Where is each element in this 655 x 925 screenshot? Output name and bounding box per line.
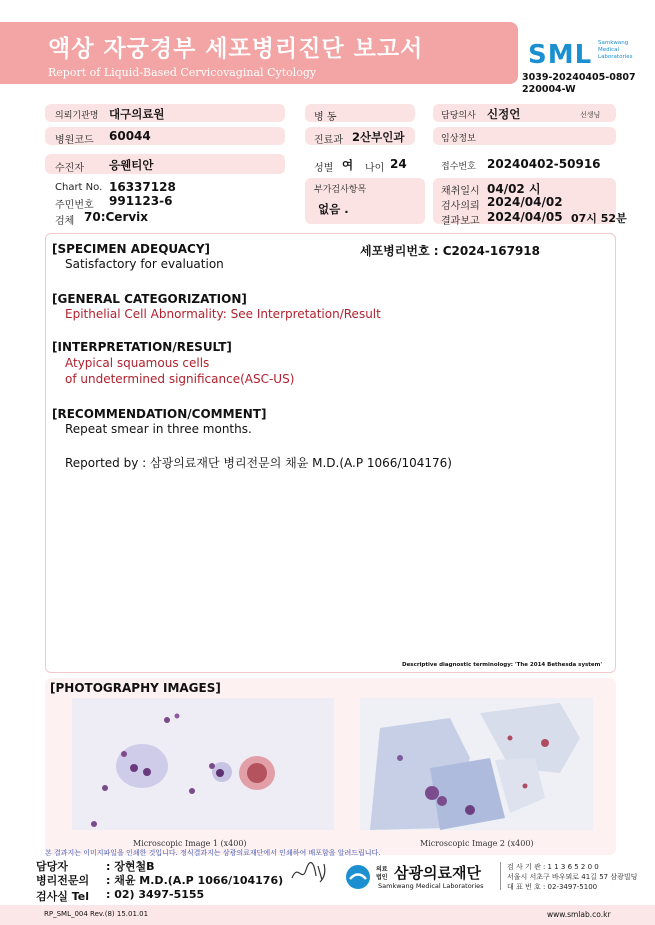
hospital-code-value: 60044 — [109, 129, 151, 143]
org-name: 삼광의료재단 — [394, 864, 481, 882]
reported-by: Reported by : 삼광의료재단 병리전문의 채윤 M.D.(A.P 1066/104176) — [65, 456, 452, 470]
patient-label: 수진자 — [55, 163, 84, 174]
recommendation-text: Repeat smear in three months. — [65, 422, 252, 436]
footer-divider — [500, 862, 501, 890]
pathologist-label: 병리전문의 — [36, 874, 90, 887]
logo-subtitle: Samkwang Medical Laboratories — [598, 40, 633, 60]
result-label: 결과보고 — [441, 216, 480, 227]
chart-label: Chart No. — [55, 182, 103, 193]
result-time: 07시 52분 — [571, 212, 627, 225]
terminology-note: Descriptive diagnostic terminology: 'The 2014 Bethesda system' — [402, 662, 603, 668]
microscopic-image-1 — [72, 698, 334, 830]
tel-value: : 02) 3497-5155 — [106, 888, 205, 901]
report-title: 액상 자궁경부 세포병리진단 보고서 — [48, 36, 424, 62]
adequacy-text: Satisfactory for evaluation — [65, 257, 224, 271]
collect-value: 04/02 시 — [487, 182, 541, 196]
specimen-label: 검체 — [55, 216, 75, 227]
report-subtitle: Report of Liquid-Based Cervicovaginal Cytology — [48, 66, 317, 79]
category-text: Epithelial Cell Abnormality: See Interpretation/Result — [65, 307, 381, 321]
chart-value: 16337128 — [109, 180, 176, 194]
org-name-en: Samkwang Medical Laboratories — [378, 882, 484, 890]
doctor-suffix: 선생님 — [580, 111, 601, 119]
pathologist-value: : 채윤 M.D.(A.P 1066/104176) — [106, 874, 284, 887]
doctor-value: 신정언 — [487, 107, 521, 121]
cytology-number: 세포병리번호 : C2024-167918 — [360, 244, 540, 258]
doctor-label: 담당의사 — [441, 111, 476, 121]
extra-tests-label: 부가검사항목 — [314, 185, 367, 195]
website: www.smlab.co.kr — [547, 910, 611, 919]
signature — [288, 858, 328, 892]
notice-text: 본 결과지는 이미지파일을 인쇄한 것입니다. 정식결과지는 삼광의료재단에서 인쇄하여 배포함을 알려드립니다. — [45, 849, 381, 857]
ward-label: 병 동 — [314, 112, 337, 123]
extra-tests-value: 없음 . — [318, 202, 349, 216]
org-type: 의료 법인 — [376, 866, 388, 881]
request-value: 2024/04/02 — [487, 195, 563, 209]
staff-label: 담당자 — [36, 860, 68, 873]
org-contact: 검 사 기 관 : 1 1 3 6 5 2 0 0 서울시 서초구 바우뫼로 41길 57 삼광빌딩 대 표 번 호 : 02-3497-5100 — [507, 863, 638, 891]
result-value: 2024/04/05 — [487, 210, 563, 224]
collect-label: 채취일시 — [441, 186, 480, 197]
interpretation-line-2: of undetermined significance(ASC-US) — [65, 372, 295, 386]
interpretation-title: [INTERPRETATION/RESULT] — [52, 340, 232, 354]
image-2-caption: Microscopic Image 2 (x400) — [420, 839, 534, 848]
patient-value: 응웬티안 — [109, 158, 154, 172]
clinical-info-label: 임상정보 — [441, 134, 476, 144]
sex-label: 성별 — [314, 163, 334, 174]
receipt-value: 20240402-50916 — [487, 157, 601, 171]
image-1-caption: Microscopic Image 1 (x400) — [133, 839, 247, 848]
specimen-value: 70:Cervix — [84, 210, 149, 224]
age-label: 나이 — [365, 163, 385, 174]
id-label: 주민번호 — [55, 200, 94, 211]
requester-value: 대구의료원 — [109, 107, 165, 121]
sml-logo: SML — [528, 40, 593, 70]
age-value: 24 — [390, 157, 407, 171]
requester-label: 의뢰기관명 — [55, 111, 99, 121]
hospital-code-label: 병원코드 — [55, 135, 94, 146]
dept-value: 2산부인과 — [352, 130, 405, 144]
category-title: [GENERAL CATEGORIZATION] — [52, 292, 247, 306]
recommendation-title: [RECOMMENDATION/COMMENT] — [52, 407, 267, 421]
microscopic-image-2 — [360, 698, 593, 830]
sex-value: 여 — [342, 158, 354, 172]
id-value: 991123-6 — [109, 194, 173, 208]
document-number: 3039-20240405-0807 220004-W — [522, 72, 636, 95]
photo-title: [PHOTOGRAPHY IMAGES] — [50, 681, 221, 695]
staff-value: : 장현철B — [106, 860, 155, 873]
foundation-logo-icon — [345, 864, 371, 894]
tel-label: 검사실 Tel — [36, 890, 89, 903]
dept-label: 진료과 — [314, 135, 343, 146]
adequacy-title: [SPECIMEN ADEQUACY] — [52, 242, 211, 256]
receipt-label: 접수번호 — [441, 162, 476, 172]
form-code: RP_SML_004 Rev.(8) 15.01.01 — [44, 910, 149, 918]
request-label: 검사의뢰 — [441, 201, 480, 212]
interpretation-line-1: Atypical squamous cells — [65, 356, 210, 370]
